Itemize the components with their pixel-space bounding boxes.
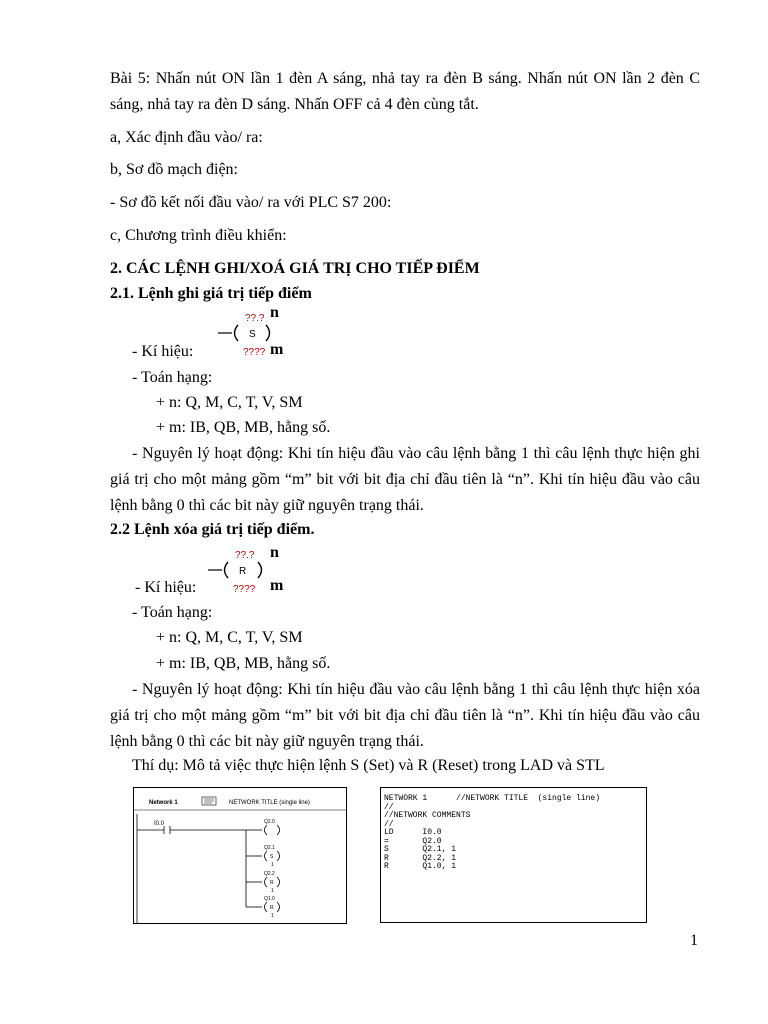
operand-label: - Toán hạng: xyxy=(132,369,213,386)
operand-n: + n: Q, M, C, T, V, SM xyxy=(156,394,303,411)
coil-bottom-label: ???? xyxy=(233,584,256,595)
set-principle: - Nguyên lý hoạt động: Khi tín hiệu đầu vào câu lệnh bằng 1 thì câu lệnh thực hiện ghi giá trị cho một mảng gồm “m” bit với bit địa chỉ đầu tiên là “n”. Khi tín hiệu đầu vào câu lệnh bằng 0 thì các bit này giữ nguyên trạng thái. xyxy=(110,445,700,514)
operand-label: - Toán hạng: xyxy=(132,604,213,621)
lad-coil-count: 1 xyxy=(271,913,274,919)
lad-network-label: Network 1 xyxy=(149,800,178,806)
stl-line: R Q1.0, 1 xyxy=(384,862,457,871)
lad-coil-letter: S xyxy=(270,854,274,860)
stl-line: //NETWORK COMMENTS xyxy=(384,811,471,820)
operand-m: + m: IB, QB, MB, hằng số. xyxy=(156,655,331,672)
network-icon xyxy=(202,797,216,805)
stl-line: // xyxy=(384,819,394,829)
lad-coil-count: 1 xyxy=(271,862,274,868)
lad-coil-address: Q2.1 xyxy=(264,845,275,851)
coil-n-label: n xyxy=(270,544,279,561)
lad-coil-1 xyxy=(246,819,280,835)
lad-coil-2 xyxy=(246,845,280,868)
lad-coil-letter: R xyxy=(270,905,274,911)
intro-paragraph: Bài 5: Nhấn nút ON lần 1 đèn A sáng, nhả tay ra đèn B sáng. Nhấn nút ON lần 2 đèn C sáng, nhả tay ra đèn D sáng. Nhấn OFF cả 4 đèn cùng tắt. xyxy=(110,70,700,113)
coil-top-label: ??.? xyxy=(245,313,265,324)
set-coil-symbol xyxy=(216,306,296,360)
intro-item-b2: - Sơ đồ kết nối đầu vào/ ra với PLC S7 200: xyxy=(110,194,392,211)
lad-coil-count: 1 xyxy=(271,888,274,894)
coil-letter: S xyxy=(249,329,256,340)
page-number: 1 xyxy=(690,932,698,949)
coil-bottom-label: ???? xyxy=(243,347,266,358)
stl-line: = Q2.0 xyxy=(384,836,442,846)
lad-coil-address: Q2.0 xyxy=(264,819,275,825)
stl-line: S Q2.1, 1 xyxy=(384,845,457,854)
stl-line: R Q2.2, 1 xyxy=(384,853,457,863)
intro-item-a: a, Xác định đầu vào/ ra: xyxy=(110,129,263,146)
section-heading: 2. CÁC LỆNH GHI/XOÁ GIÁ TRỊ CHO TIẾP ĐIỂM xyxy=(110,260,480,277)
coil-letter: R xyxy=(239,566,247,577)
lad-coil-3 xyxy=(246,871,280,894)
lad-network-title: NETWORK TITLE (single line) xyxy=(229,800,310,806)
reset-principle: - Nguyên lý hoạt động: Khi tín hiệu đầu vào câu lệnh bằng 1 thì câu lệnh thực hiện xóa giá trị cho một mảng gồm “m” bit với bit địa chỉ đầu tiên là “n”. Khi tín hiệu đầu vào câu lệnh bằng 0 thì các bit này giữ nguyên trạng thái. xyxy=(110,681,700,750)
stl-listing xyxy=(380,787,647,923)
lad-coil-address: Q1.0 xyxy=(264,896,275,902)
stl-line: // xyxy=(384,802,394,812)
symbol-label: - Kí hiệu: xyxy=(135,579,197,596)
operand-m: + m: IB, QB, MB, hằng số. xyxy=(156,419,331,436)
coil-top-label: ??.? xyxy=(235,550,255,561)
operand-n: + n: Q, M, C, T, V, SM xyxy=(156,629,303,646)
stl-line: NETWORK 1 //NETWORK TITLE (single line) xyxy=(384,794,601,803)
stl-line: LD I0.0 xyxy=(384,828,442,837)
lad-diagram xyxy=(133,787,347,924)
lad-network-graphic xyxy=(134,788,346,923)
symbol-label: - Kí hiệu: xyxy=(132,343,194,360)
lad-coil-4 xyxy=(246,896,280,919)
subsection-2-1-heading: 2.1. Lệnh ghi giá trị tiếp điểm xyxy=(110,285,312,302)
example-caption: Thí dụ: Mô tả việc thực hiện lệnh S (Set) và R (Reset) trong LAD và STL xyxy=(132,757,605,774)
coil-m-label: m xyxy=(270,577,284,594)
lad-coil-address: Q2.2 xyxy=(264,871,275,877)
lad-contact-label: I0.0 xyxy=(154,821,165,827)
intro-item-c: c, Chương trình điều khiển: xyxy=(110,227,287,244)
stl-code xyxy=(384,795,600,872)
lad-coil-letter: R xyxy=(270,880,274,886)
intro-item-b: b, Sơ đồ mạch điện: xyxy=(110,161,238,178)
coil-m-label: m xyxy=(270,341,284,358)
subsection-2-2-heading: 2.2 Lệnh xóa giá trị tiếp điểm. xyxy=(110,521,315,538)
coil-n-label: n xyxy=(270,304,279,321)
